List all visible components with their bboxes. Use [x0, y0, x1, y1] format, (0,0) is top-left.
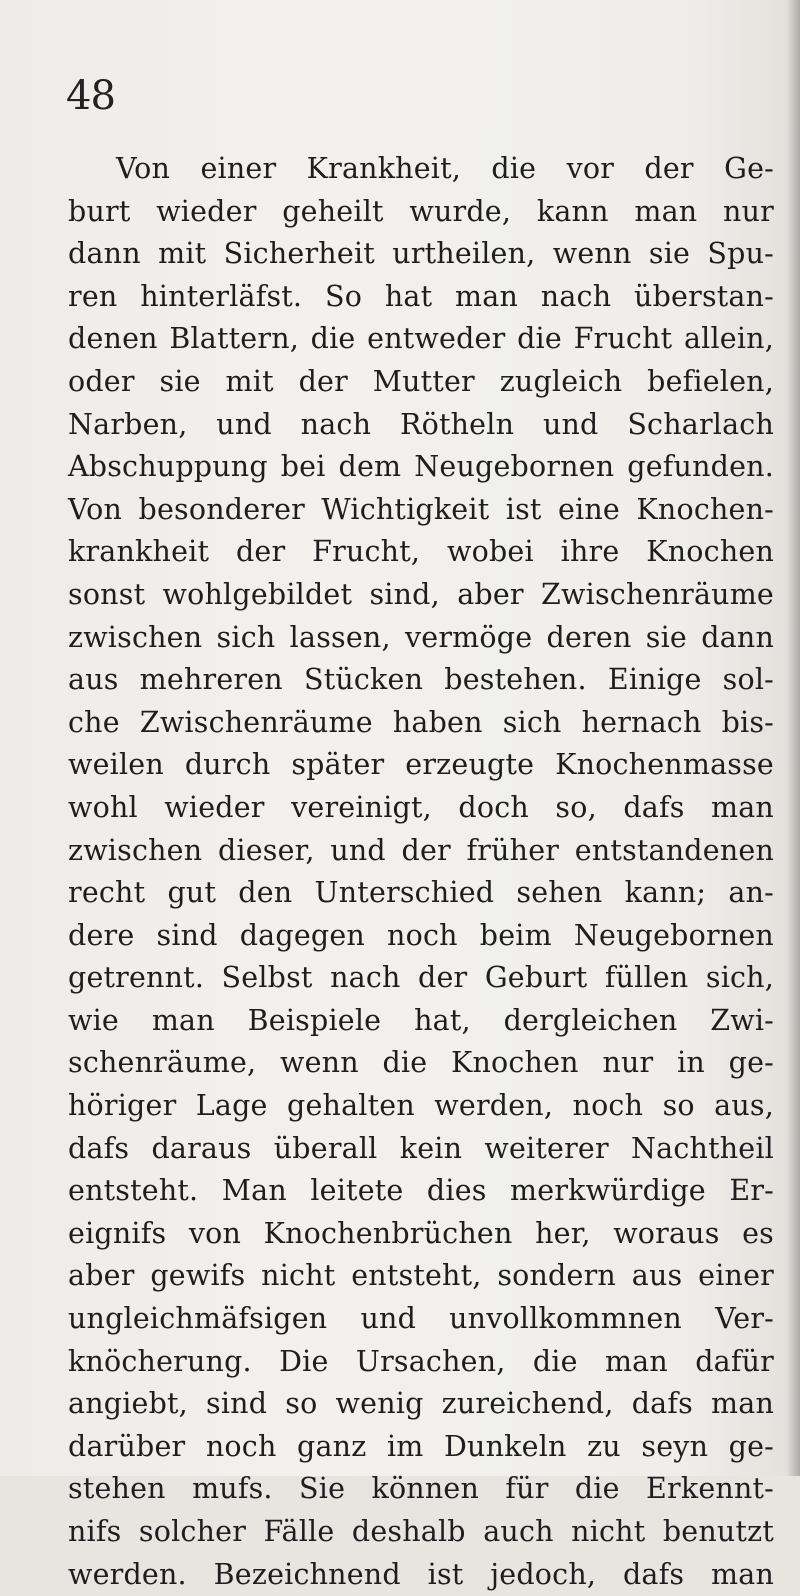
text-line: dere sind dagegen noch beim Neugebornen [68, 918, 774, 952]
text-line: höriger Lage gehalten werden, noch so aus, [68, 1089, 774, 1123]
text-line: Von einer Krankheit, die vor der Ge- [116, 152, 774, 185]
text-line: darüber noch ganz im Dunkeln zu seyn ge- [68, 1429, 774, 1463]
page-edge-shadow [786, 0, 800, 1476]
text-line: aus mehreren Stücken bestehen. Einige sol- [68, 663, 774, 697]
text-line: knöcherung. Die Ursachen, die man dafür [68, 1344, 774, 1378]
text-line: wie man Beispiele hat, dergleichen Zwi- [68, 1003, 774, 1037]
text-line: zwischen dieser, und der früher entstandenen [68, 833, 774, 867]
text-line: schenräume, wenn die Knochen nur in ge- [68, 1046, 774, 1080]
text-line: Narben, und nach Rötheln und Scharlach [68, 407, 774, 441]
text-line: ren hinterläfst. So hat man nach überstan- [68, 279, 774, 313]
text-line: zwischen sich lassen, vermöge deren sie dann [68, 620, 774, 654]
text-line: sonst wohlgebildet sind, aber Zwischenräume [68, 577, 774, 611]
text-line: burt wieder geheilt wurde, kann man nur [68, 194, 774, 228]
text-line: eignifs von Knochenbrüchen her, woraus es [68, 1216, 774, 1250]
text-line: oder sie mit der Mutter zugleich befielen, [68, 364, 774, 398]
text-line: denen Blattern, die entweder die Frucht allein, [68, 322, 774, 356]
text-line: Von besonderer Wichtigkeit ist eine Knochen- [68, 492, 774, 526]
text-line: weilen durch später erzeugte Knochenmasse [68, 748, 774, 782]
page-number: 48 [66, 73, 115, 119]
text-line: angiebt, sind so wenig zureichend, dafs man [68, 1387, 774, 1421]
text-line: dann mit Sicherheit urtheilen, wenn sie Spu- [68, 237, 774, 271]
body-text [68, 148, 774, 1596]
text-line: Abschuppung bei dem Neugebornen gefunden. [68, 450, 774, 484]
text-line: wohl wieder vereinigt, doch so, dafs man [68, 790, 774, 824]
text-line: che Zwischenräume haben sich hernach bis- [68, 705, 774, 739]
text-line: entsteht. Man leitete dies merkwürdige Er- [68, 1174, 774, 1208]
text-line: aber gewifs nicht entsteht, sondern aus einer [68, 1259, 774, 1293]
text-line: dafs daraus überall kein weiterer Nachtheil [68, 1131, 774, 1165]
text-line: stehen mufs. Sie können für die Erkennt- [68, 1472, 774, 1506]
text-line: getrennt. Selbst nach der Geburt füllen sich, [68, 961, 774, 995]
text-line: werden. Bezeichnend ist jedoch, dafs man [68, 1557, 774, 1591]
text-line: nifs solcher Fälle deshalb auch nicht benutzt [68, 1515, 774, 1548]
text-line: ungleichmäfsigen und unvollkommnen Ver- [68, 1302, 774, 1336]
text-line: krankheit der Frucht, wobei ihre Knochen [68, 535, 774, 569]
text-line: recht gut den Unterschied sehen kann; an- [68, 876, 774, 910]
